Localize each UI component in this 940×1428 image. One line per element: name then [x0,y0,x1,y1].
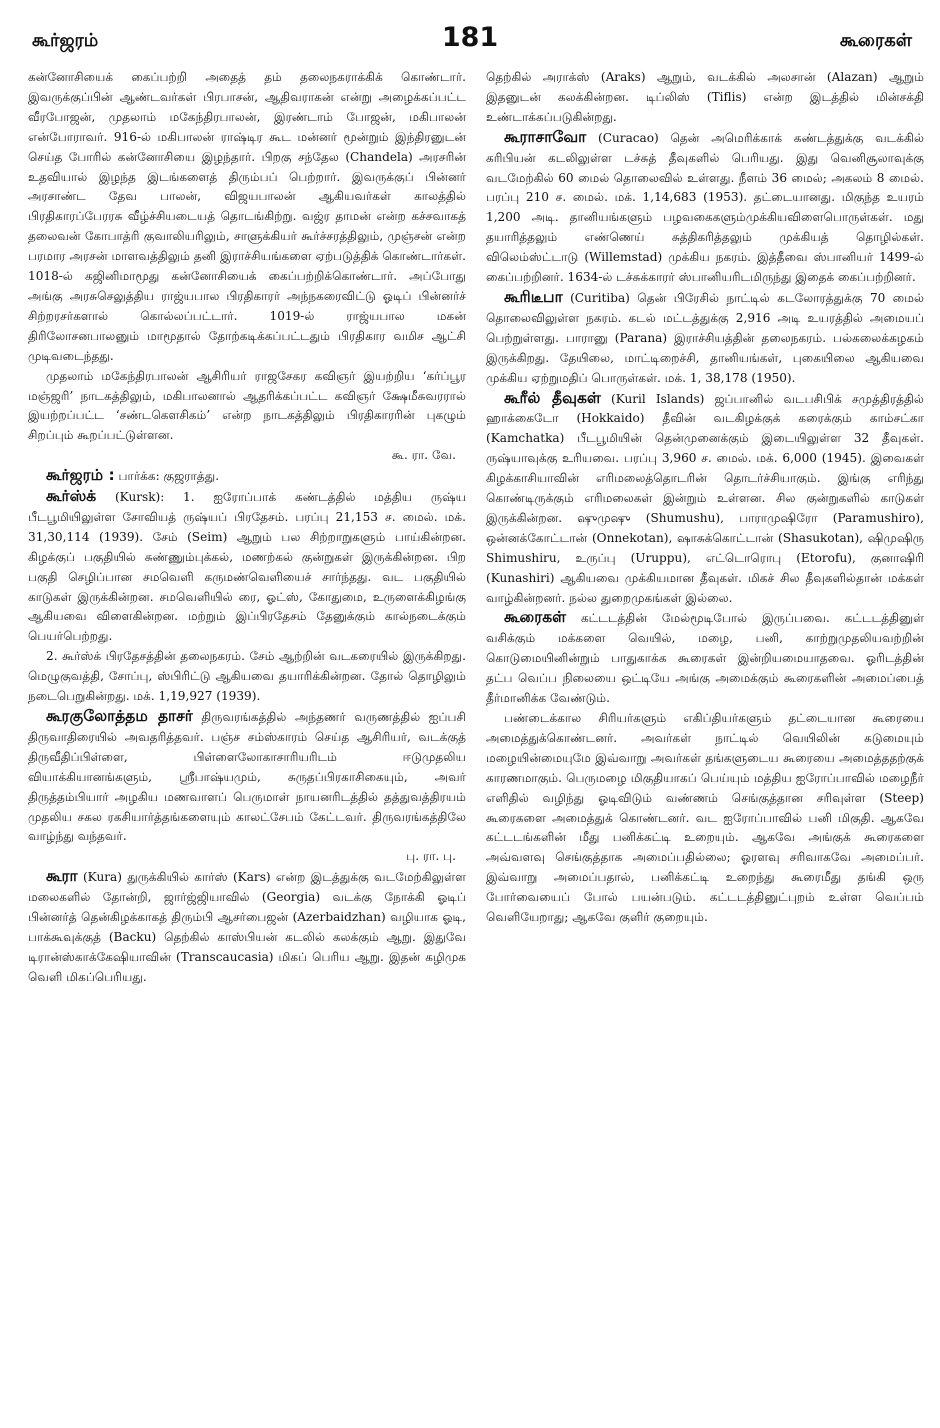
page-number: 181 [441,22,499,53]
body-paragraph: கன்னோசியைக் கைப்பற்றி அதைத் தம் தலைநகராக்கிக் கொண்டார். இவருக்குப்பின் ஆண்டவர்கள் பிரபாசன், ஆதிவராகன் என்று அழைக்கப்பட்ட வீரபோஜன், முதலாம் மகேந்திரபாலன், இரண்டாம் போஜன், மகிபாலன் என்போராவர். 916-ல் மகிபாலன் ராஷ்டிர கூட மன்னர் மூன்றும் இந்திரனுடன் செய்த போரில் கன்னோசியை இழந்தார். பிறகு சந்தேல (Chandela) அரசரின் உதவியால் இழந்த இடங்களைத் திரும்பப் பெற்றார். இவருக்குப் பின்னர் அரசாண்ட தேவ பாலன், விஜயபாலன் ஆகியவர்கள் காலத்தில் பிரதிகாரப்பேரரசு வீழ்ச்சியடையத் தொடங்கிற்று. வஜ்ர தாமன் என்ற கச்சவாகத் தலைவன் கோபாத்ரி குவாலியரிலும், சாளுக்கியர் கூர்ச்சரத்திலும், முஞ்சன் என்ற பரமார அரசன் மாளவத்திலும் தனி இராச்சியங்களை ஏற்படுத்திக் கொண்டார்கள். 1018-ல் கஜினிமாமூது கன்னோசியைக் கைப்பற்றிக்கொண்டார். அப்போது அங்கு அரசுசெலுத்திய ராஜ்யபால பிரதிகாரர் அந்நகரைவிட்டு ஓடிப் பின்னர்ச் சிற்றரசர்களால் கொல்லப்பட்டார். 1019-ல் ராஜ்யபால மகன் திரிலோசனபாலனும் மாமூதால் தோற்கடிக்கப்பட்டதும் பிரதிகார வமிச ஆட்சி முடிவடைந்தது. [28,70,466,363]
entry-headword: கூராசாவோ [504,127,587,146]
body-paragraph: தெற்கில் அராக்ஸ் (Araks) ஆறும், வடக்கில் அலசான் (Alazan) ஆறும் இதனுடன் கலக்கின்றன. டிப்லிஸ் (Tiflis) என்ற இடத்தில் மின்சக்தி உண்டாக்கப்படுகின்றது. [486,70,924,124]
encyclopedia-entry [28,867,466,987]
page-header [0,0,940,60]
entry-body: (Kuril Islands) ஜப்பானில் வடபசிபிக் சமுத்திரத்தில் ஹாக்கைடோ (Hokkaido) தீவின் வடகிழக்குக் கரைக்கும் காம்சட்கா (Kamchatka) பீடபூமியின் தென்முனைக்கும் இடையிலுள்ள 32 தீவுகள். ருஷ்யாவுக்கு உரியவை. பரப்பு 3,960 ச. மைல். மக். 6,000 (1945). இவைகள் கிழக்காசியாவின் எரிமலைத்தொடரின் தொடர்ச்சியாகும். இங்கு எரிந்து கொண்டிருக்கும் எரிமலைகள் இன்றும் உள்ளன. சில குன்றுகளில் காடுகள் இருக்கின்றன. ஷுமுஷு (Shumushu), பாராமுஷிரோ (Paramushiro), ஒன்னக்கோட்டான் (Onnekotan), ஷாசுக்கொட்டான் (Shasukotan), ஷிமுஷிரு Shimushiru, உருப்பு (Uruppu), எட்டொரொபு (Etorofu), குனாஷிரி (Kunashiri) ஆகியவை முக்கியமான தீவுகள். மிகச் சில தீவுகளில்தான் மக்கள் வாழ்கின்றனர். நல்ல துறைமுகங்கள் இல்லை. [486,391,924,605]
entry-headword: கூர்ஸ்க் [46,487,97,506]
entry-headword: கூரகுலோத்தம தாசர் [46,707,193,725]
entry-body: திருவரங்கத்தில் அந்தணர் வருணத்தில் ஐப்பசி திருவாதிரையில் அவதரித்தவர். பஞ்ச சம்ஸ்காரம் செய்த ஆசிரியர், வடக்குத் திருவீதிப்பிள்ளை, பிள்ளைலோகாசாரியரிடம் ஈடுமுதலிய வியாக்கியானங்களும், ஸ்ரீபாஷ்யமும், சுருதப்பிரகாசிகையும், அவர் திருத்தம்பியார் அழகிய மணவாளப் பெருமாள் நாயனரிடத்தில் தத்துவத்திரயம் முதலிய சகல ரகசியார்த்தங்களையும் காலட்சேபம் கேட்டவர். திருவரங்கத்திலே வாழ்ந்து வந்தவர். [28,710,466,844]
right-column [486,68,924,1420]
entry-headword: கூரிடீபா [504,287,563,306]
encyclopedia-entry [28,466,466,487]
entry-headword: கூர்ஜரம் : [46,466,115,485]
encyclopedia-entry [486,288,924,389]
entry-body: (Curitiba) தென் பிரேசில் நாட்டில் கடலோரத்துக்கு 70 மைல் தொலைவிலுள்ள நகரம். கடல் மட்டத்துக்கு 2,916 அடி உயரத்தில் அமையப் பெற்றுள்ளது. பாரானு (Parana) இராச்சியத்தின் தலைநகரம். பல்கலைக்கழகம் இருக்கிறது. தேயிலை, மாட்டிறைச்சி, தானியங்கள், புகையிலை ஆகியவை முக்கிய ஏற்றுமதிப் பொருள்கள். மக். 1, 38,178 (1950). [486,290,924,385]
entry-body: (Curacao) தென் அமெரிக்காக் கண்டத்துக்கு வடக்கில் கரிபியன் கடலிலுள்ள டச்சுத் தீவுகளில் பெரியது. இது வெனிசூலாவுக்கு வடமேற்கில் 60 மைல் தொலைவில் உள்ளது. நீளம் 36 மைல்; அகலம் 8 மைல். பரப்பு 210 ச. மைல். மக். 1,14,683 (1953). தட்டையானது. மிகுந்த உயரம் 1,200 அடி. தானியங்களும் பழவகைகளும்முக்கியவிளைபொருள்கள். மது தயாரித்தலும் எண்ணெய் சுத்திகரித்தலும் முக்கியத் தொழில்கள். விலெம்ஸ்ட்டாடு (Willemstad) முக்கிய நகரம். இத்தீவை ஸ்பானியர் 1499-ல் கைப்பற்றினர். 1634-ல் டச்சுக்காரர் ஸ்பானியரிடமிருந்து இதைக் கைப்பற்றினர். [486,130,924,285]
entry-body: (Kursk): 1. ஐரோப்பாக் கண்டத்தில் மத்திய ருஷ்ய பீடபூமியிலுள்ள சோவியத் ருஷ்யப் பிரதேசம். பரப்பு 21,153 ச. மைல். மக். 31,30,114 (1939). சேம் (Seim) ஆறும் பல சிற்றாறுகளும் பாய்கின்றன. கிழக்குப் பகுதியில் சுண்ணும்புக்கல், மணற்கல் குன்றுகள் இருக்கின்றன. பிற பகுதி செழிப்பான சமவெளி கருமண்வெளியைச் சார்ந்தது. வட பகுதியில் காடுகள் இருக்கின்றன. சமவெளியில் ரை, ஓட்ஸ், கோதுமை, உருளைக்கிழங்கு ஆகியவை விளைகின்றன. மற்றும் இப்பிரதேசம் தேனுக்கும் கால்நடைக்கும் பெயர்பெற்றது. [28,490,466,644]
running-head-left: கூர்ஜரம் [32,30,99,51]
entry-body: கட்டடத்தின் மேல்மூடிபோல் இருப்பவை. கட்டடத்தினுள் வசிக்கும் மக்களை வெயில், மழை, பனி, காற்றுமுதலியவற்றின் கொடுமையினின்றும் பாதுகாக்க கூரைகள் இன்றியமையாதவை. ஓரிடத்தின் தட்ப வெப்ப நிலையை ஒட்டியே அங்கு அமைக்கும் கூரைகளின் அமைப்பைத் தீர்மானிக்க வேண்டும். [486,611,924,706]
body-paragraph: பண்டைக்கால சிரியர்களும் எகிப்தியர்களும் தட்டையான கூரையை அமைத்துக்கொண்டனர். அவர்கள் நாட்டில் வெயிலின் கடுமையும் மழையின்மையுமே இவ்வாறு அவர்கள் தங்களுடைய கூரையை அமைத்ததற்குக் காரணமாகும். பெருமழை மிகுதியாகப் பெய்யும் மத்திய ஐரோப்பாவில் மழைநீர் எளிதில் வழிந்து ஓடிவிடும் வண்ணம் செங்குத்தான சரிவுள்ள (Steep) கூரைகளை அமைத்துக் கொண்டனர். வட ஐரோப்பாவில் பனி மிகுதி. ஆகவே கட்டடங்களின் மீது பனிக்கட்டி உறையும். ஆகவே அங்குக் கூரைகளை அவ்வளவு செங்குத்தாக அமைப்பதில்லை; ஓரளவு சரிவாகவே அமைப்பர். இவ்வாறு அமைப்பதால், பனிக்கட்டி உறைந்து கூரைமீது தங்கி ஒரு போர்வையைப் போல் பயன்படும். கட்டடத்தினுட்புறம் உள்ள வெப்பம் வெளியேறாது; ஆகவே குளிர் குறையும். [486,711,924,925]
entry-body: (Kura) துருக்கியில் கார்ஸ் (Kars) என்ற இடத்துக்கு வடமேற்கிலுள்ள மலைகளில் தோன்றி, ஜார்ஜ்ஜியாவில் (Georgia) வடக்கு நோக்கி ஓடிப் பின்னர்த் தென்கிழக்காகத் திரும்பி ஆசர்பைஜன் (Azerbaidzhan) வழியாக ஓடி, பாக்கூவுக்குத் (Backu) தெற்கில் காஸ்பியன் கடலில் கலக்கும் ஆறு. இதுவே டிரான்ஸ்காக்கேஷியாவின் (Transcaucasia) மிகப் பெரிய ஆறு. இதன் கழிமுக வெளி மிகப்பெரியது. [28,870,466,984]
encyclopedia-entry [28,707,466,847]
body-paragraph: 2. கூர்ஸ்க் பிரதேசத்தின் தலைநகரம். சேம் ஆற்றின் வடகரையில் இருக்கிறது. மெழுகுவத்தி, சோப்பு, ஸ்பிரிட்டு ஆகியவை தயாரிக்கின்றன. தோல் தொழிலும் நடைபெறுகின்றது. மக். 1,19,927 (1939). [28,649,466,704]
encyclopedia-entry [486,608,924,709]
encyclopedia-entry [28,487,466,647]
entry-headword: கூரா [46,867,78,886]
entry-headword: கூரீல் தீவுகள் [504,388,601,407]
encyclopedia-entry [486,128,924,288]
body-paragraph: முதலாம் மகேந்திரபாலன் ஆசிரியர் ராஜசேகர கவிஞர் இயற்றிய ‘கர்ப்பூர மஞ்ஜரி’ நாடகத்திலும், மகிபாலனால் ஆதரிக்கப்பட்ட கவிஞர் க்ஷேமீசுவரரால் இயற்றப்பட்ட ‘சண்டகௌசிகம்’ என்ற நாடகத்திலும் பிரதிகாரரின் புகழும் சிறப்பும் கூறப்பட்டுள்ளன. [28,368,466,443]
author-signature: கூ. ரா. வே. [391,448,456,463]
entry-body: பார்க்க: குஜராத்து. [118,469,220,484]
encyclopedia-entry [486,389,924,609]
running-head-right: கூரைகள் [839,30,912,51]
entry-headword: கூரைகள் [504,608,567,627]
left-column [28,68,466,1420]
author-signature: பு. ரா. பு. [406,849,456,864]
